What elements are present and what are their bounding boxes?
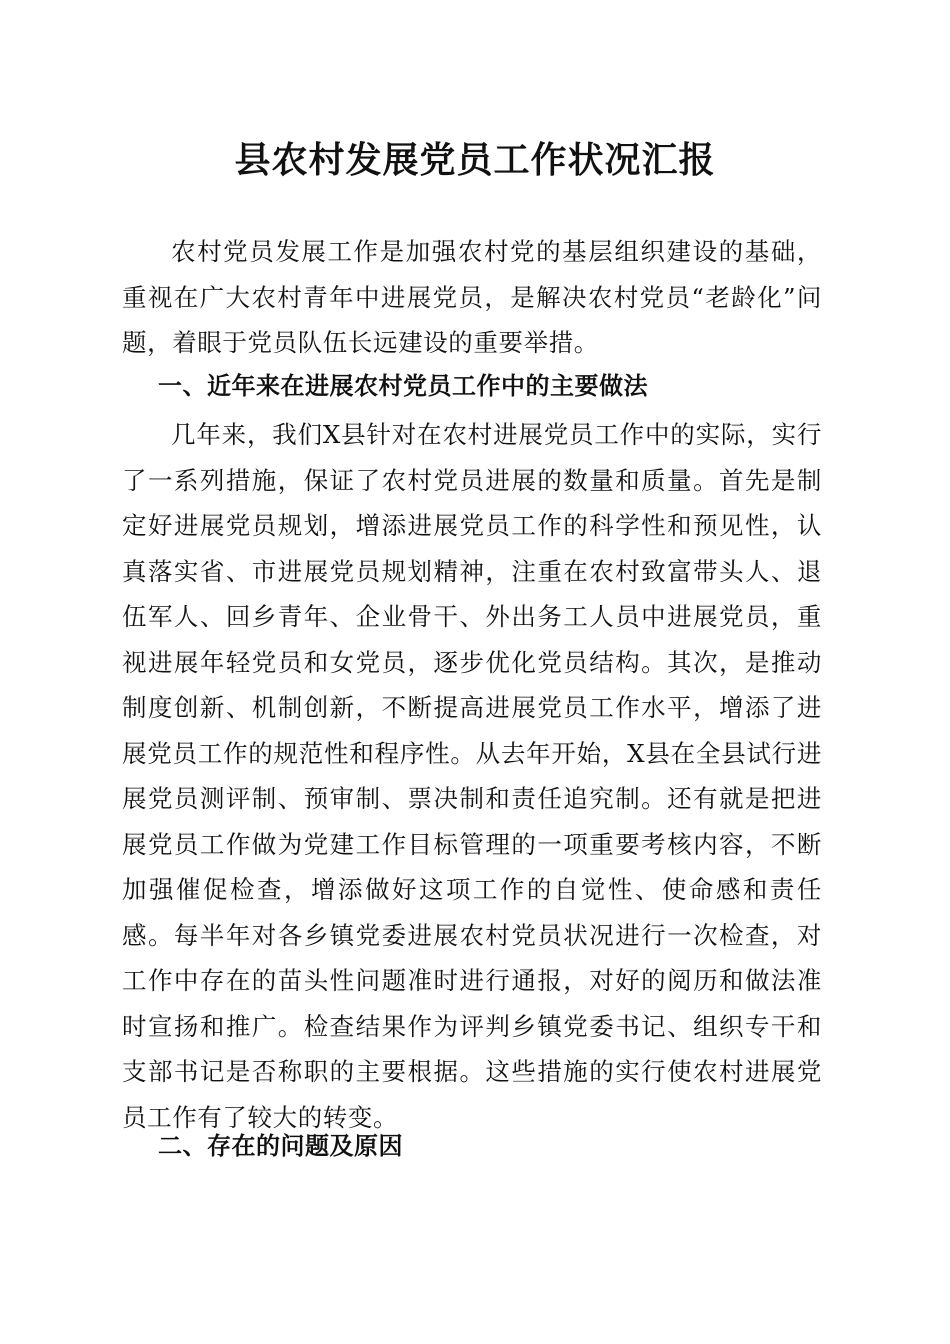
section-1-paragraph: 几年来，我们X县针对在农村进展党员工作中的实际，实行了一系列措施，保证了农村党员进展的数量和质量。首先是制定好进展党员规划，增添进展党员工作的科学性和预见性，认真落实省、市进展党员规划精神，注重在农村致富带头人、退伍军人、回乡青年、企业骨干、外出务工人员中进展党员，重视进展年轻党员和女党员，逐步优化党员结构。其次，是推动制度创新、机制创新，不断提高进展党员工作水平，增添了进展党员工作的规范性和程序性。从去年开始，X县在全县试行进展党员测评制、预审制、票决制和责任追究制。还有就是把进展党员工作做为党建工作目标管理的一项重要考核内容，不断加强催促检查，增添做好这项工作的自觉性、使命感和责任感。每半年对各乡镇党委进展农村党员状况进行一次检查，对工作中存在的苗头性问题准时进行通报，对好的阅历和做法准时宣扬和推广。检查结果作为评判乡镇党委书记、组织专干和支部书记是否称职的主要根据。这些措施的实行使农村进展党员工作有了较大的转变。 (122, 420, 822, 1132)
section-heading-2: 二、存在的问题及原因 (158, 1132, 403, 1160)
document-title: 县农村发展党员工作状况汇报 (234, 139, 716, 181)
section-heading-1: 一、近年来在进展农村党员工作中的主要做法 (158, 372, 648, 400)
intro-paragraph: 农村党员发展工作是加强农村党的基层组织建设的基础，重视在广大农村青年中进展党员，是解决农村党员“老龄化”问题，着眼于党员队伍长远建设的重要举措。 (122, 237, 822, 357)
